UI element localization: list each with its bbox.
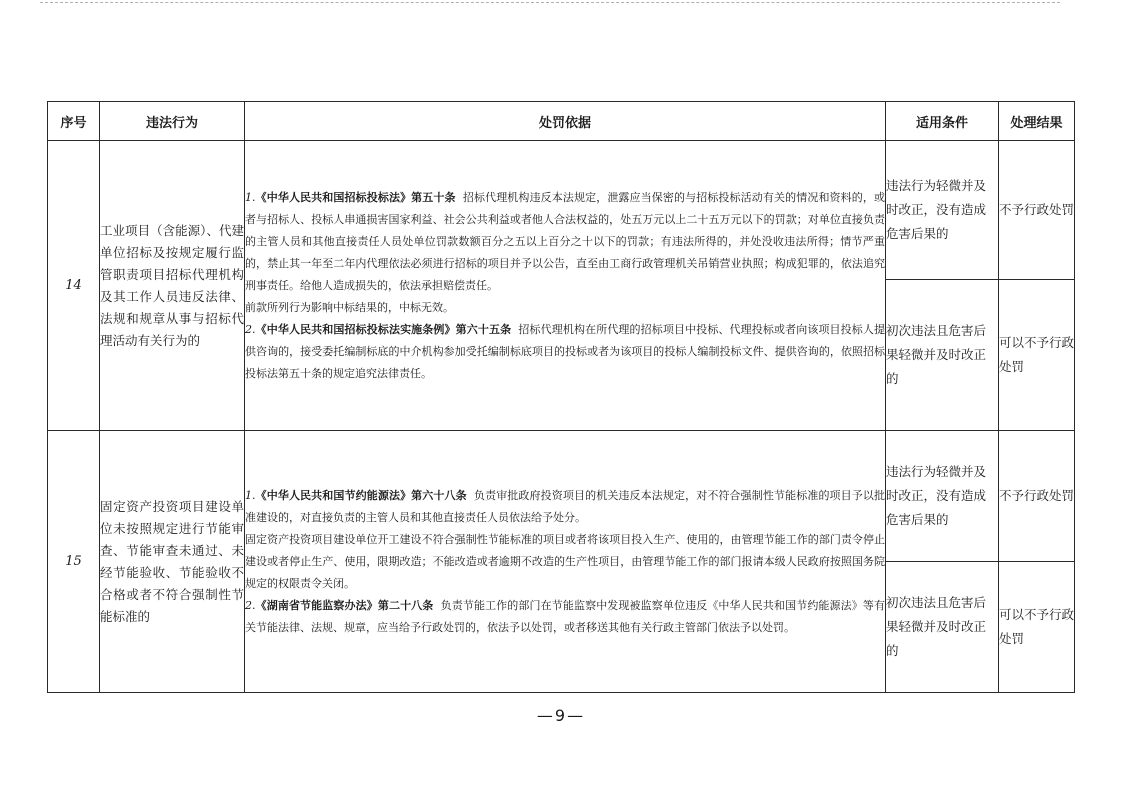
- law-citation: 《中华人民共和国招标投标法实施条例》第六十五条: [255, 322, 512, 336]
- basis-paragraph: 2.《湖南省节能监察办法》第二十八条 负责节能工作的部门在节能监察中发现被监察单位违反《中华人民共和国节约能源法》等有关节能法律、法规、规章，应当给予行政处罚的，依法予以处罚，或者移送其他有关行政主管部门依法予以处罚。: [245, 598, 885, 634]
- page-number: —9—: [536, 706, 586, 725]
- row-condition: 违法行为轻微并及时改正，没有造成危害后果的: [886, 141, 999, 280]
- penalty-table: [47, 101, 1075, 693]
- header-basis: 处罚依据: [245, 102, 886, 141]
- row-result: 可以不予行政处罚: [999, 280, 1075, 431]
- header-seq: 序号: [48, 102, 100, 141]
- row-result: 不予行政处罚: [999, 431, 1075, 562]
- row-condition: 初次违法且危害后果轻微并及时改正的: [886, 562, 999, 693]
- header-act: 违法行为: [100, 102, 245, 141]
- row-basis: [245, 141, 886, 431]
- header-cond: 适用条件: [886, 102, 999, 141]
- row-basis: [245, 431, 886, 693]
- row-seq: 14: [48, 141, 100, 431]
- basis-paragraph: 1.《中华人民共和国招标投标法》第五十条 招标代理机构违反本法规定，泄露应当保密的与招标投标活动有关的情况和资料的，或者与招标人、投标人串通损害国家利益、社会公共利益或者他人合法权益的，处五万元以上二十五万元以下的罚款；对单位直接负责的主管人员和其他直接责任人员处单位罚款数额百分之五以上百分之十以下的罚款；有违法所得的，并处没收违法所得；情节严重的，禁止其一年至二年内代理依法必须进行招标的项目并予以公告，直至由工商行政管理机关吊销营业执照；构成犯罪的，依法追究刑事责任。给他人造成损失的，依法承担赔偿责任。: [245, 190, 886, 292]
- header-row: [48, 102, 1075, 141]
- basis-paragraph: 固定资产投资项目建设单位开工建设不符合强制性节能标准的项目或者将该项目投入生产、使用的，由管理节能工作的部门责令停止建设或者停止生产、使用，限期改造；不能改造或者逾期不改造的生产性项目，由管理节能工作的部门报请本级人民政府按照国务院规定的权限责令关闭。: [245, 532, 885, 590]
- basis-paragraph: 1.《中华人民共和国节约能源法》第六十八条 负责审批政府投资项目的机关违反本法规定，对不符合强制性节能标准的项目予以批准建设的，对直接负责的主管人员和其他直接责任人员依法给予处分。: [245, 488, 886, 524]
- row-seq: 15: [48, 431, 100, 693]
- row-result: 可以不予行政处罚: [999, 562, 1075, 693]
- basis-paragraph: 2.《中华人民共和国招标投标法实施条例》第六十五条 招标代理机构在所代理的招标项目中投标、代理投标或者向该项目投标人提供咨询的，接受委托编制标底的中介机构参加受托编制标底项目的投标或者为该项目的投标人编制投标文件、提供咨询的，依照招标投标法第五十条的规定追究法律责任。: [245, 322, 886, 380]
- law-citation: 《湖南省节能监察办法》第二十八条: [255, 598, 434, 612]
- row-condition: 初次违法且危害后果轻微并及时改正的: [886, 280, 999, 431]
- header-res: 处理结果: [999, 102, 1075, 141]
- law-citation: 《中华人民共和国招标投标法》第五十条: [255, 190, 456, 204]
- row-result: 不予行政处罚: [999, 141, 1075, 280]
- row-act: 工业项目（含能源）、代建单位招标及按规定履行监管职责项目招标代理机构及其工作人员违反法律、法规和规章从事与招标代理活动有关行为的: [100, 141, 245, 431]
- table-row: [48, 431, 1075, 562]
- row-condition: 违法行为轻微并及时改正，没有造成危害后果的: [886, 431, 999, 562]
- row-act: 固定资产投资项目建设单位未按照规定进行节能审查、节能审查未通过、未经节能验收、节能验收不合格或者不符合强制性节能标准的: [100, 431, 245, 693]
- table-row: [48, 141, 1075, 280]
- top-rule: [40, 2, 1060, 3]
- basis-paragraph: 前款所列行为影响中标结果的，中标无效。: [245, 300, 454, 314]
- law-citation: 《中华人民共和国节约能源法》第六十八条: [255, 488, 467, 502]
